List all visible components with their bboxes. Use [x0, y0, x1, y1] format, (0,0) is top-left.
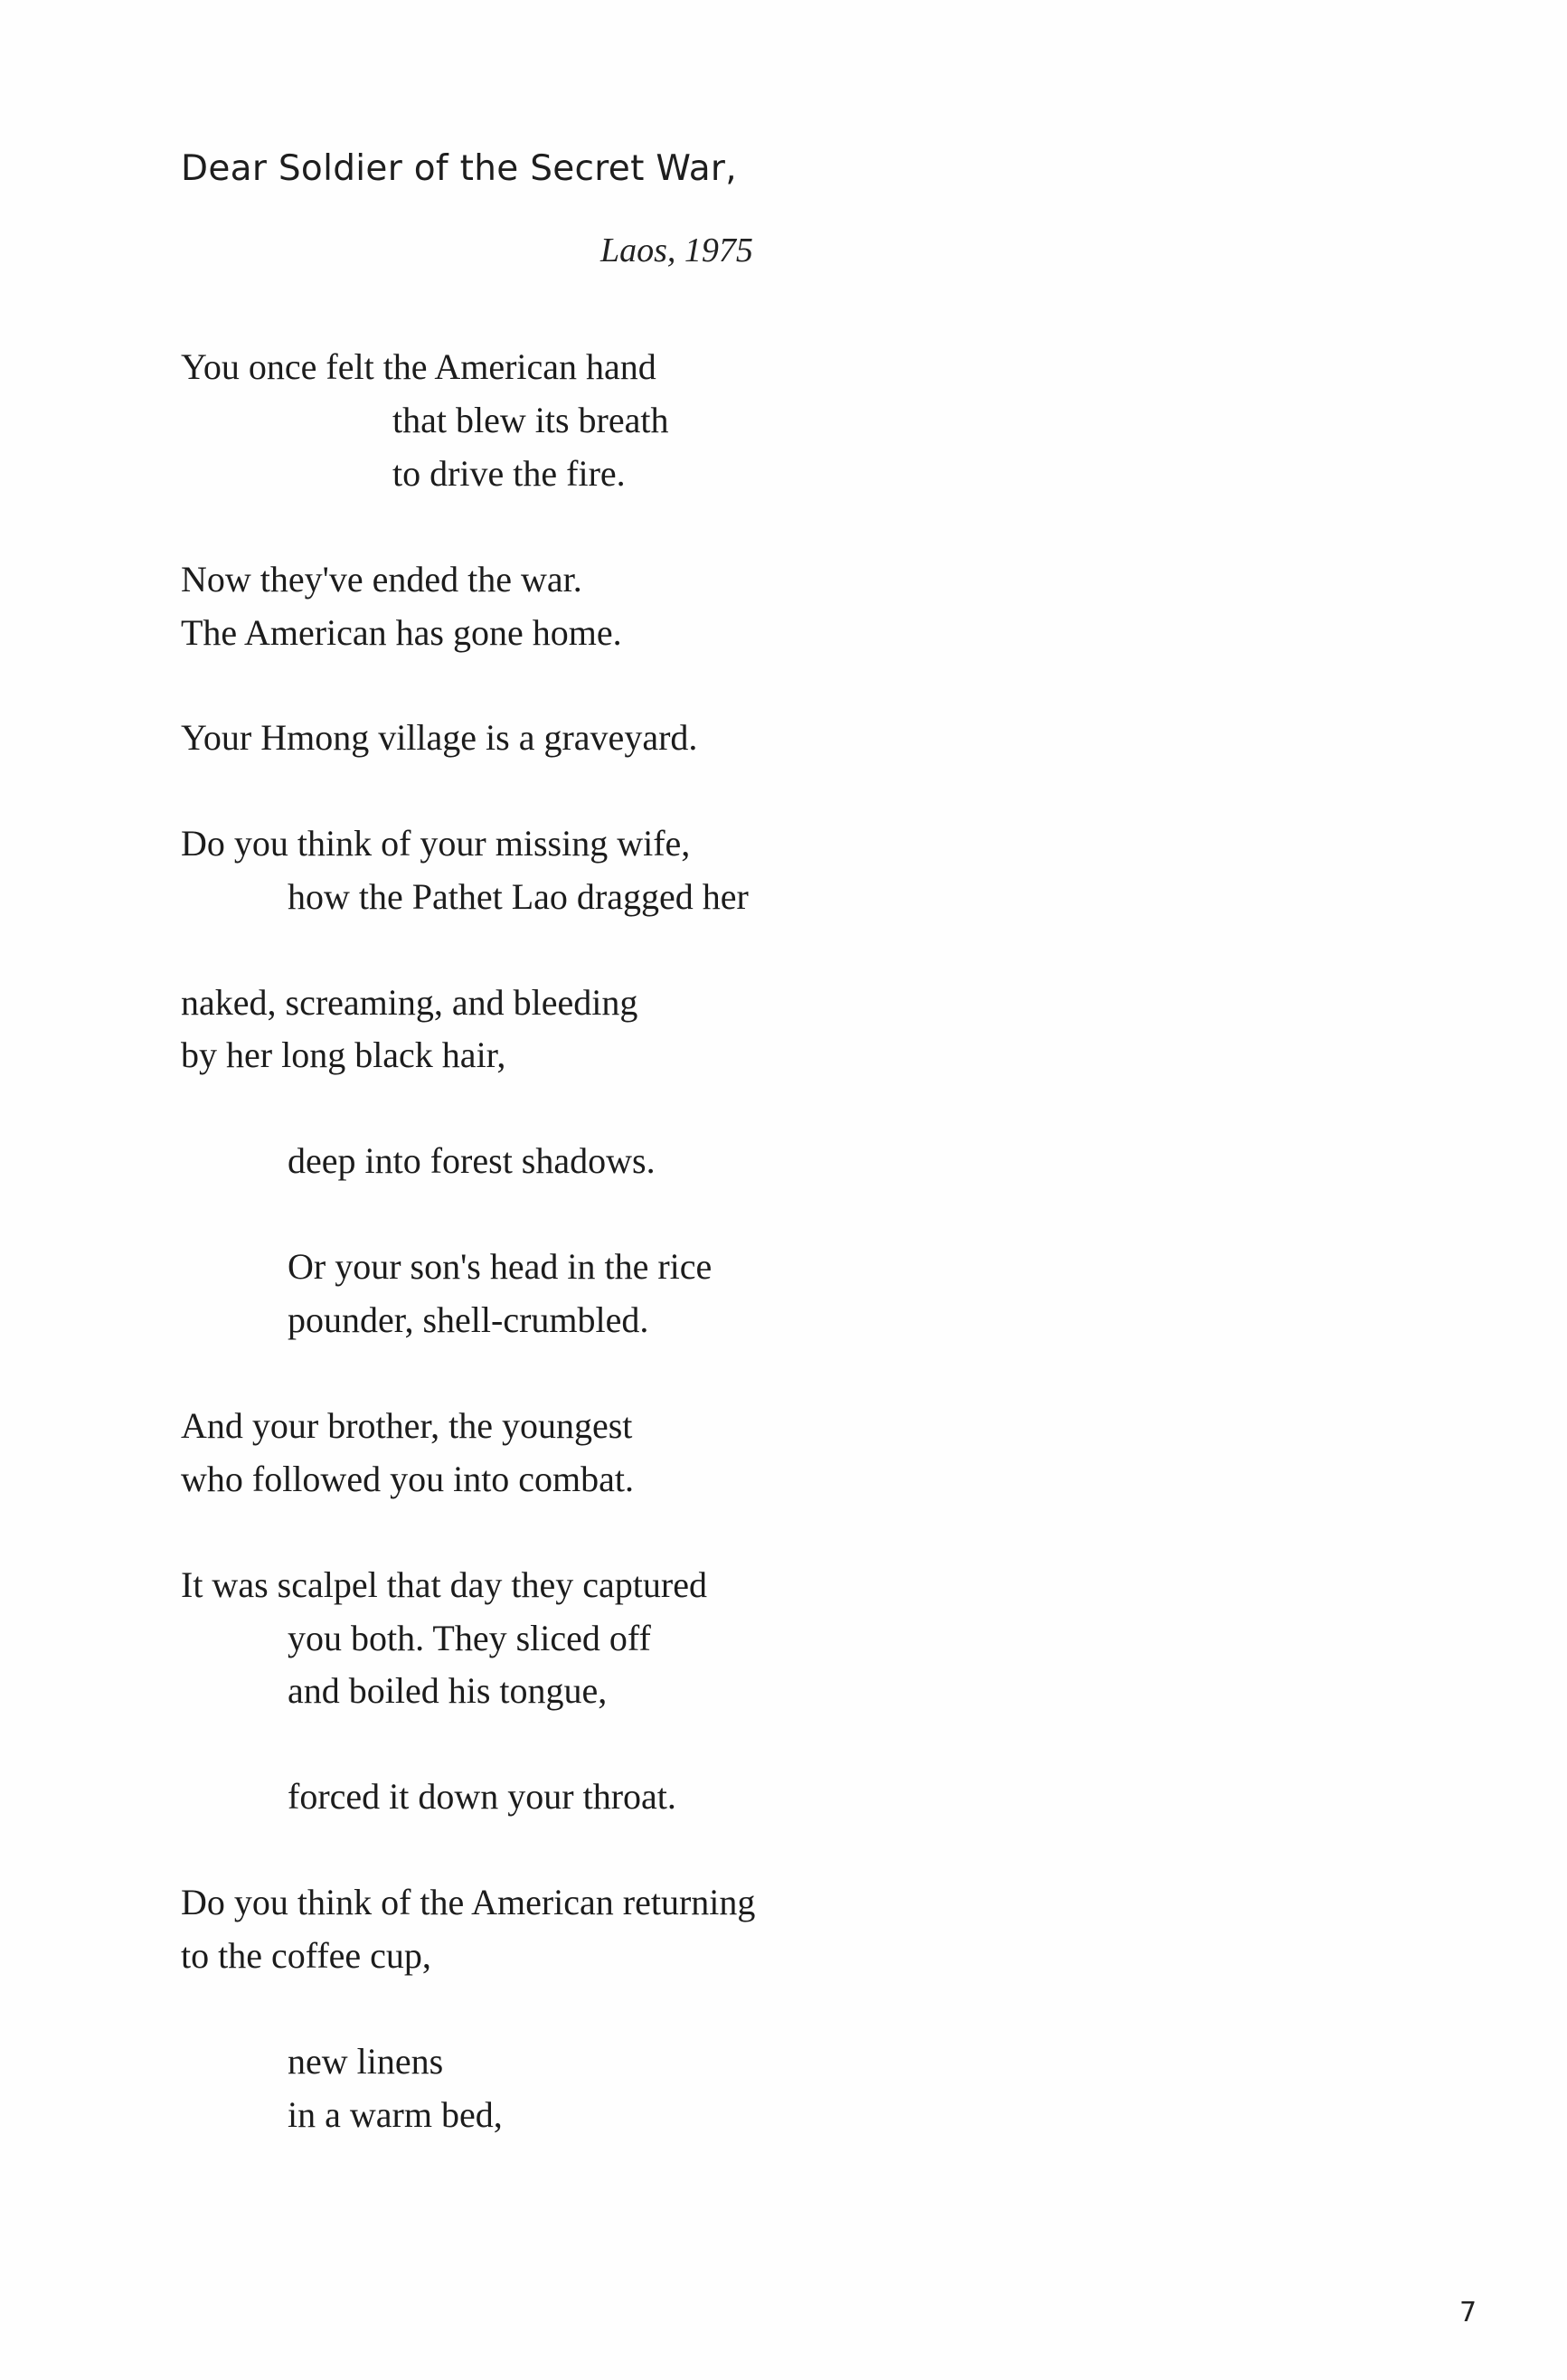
- poem-line: Or your son's head in the rice: [288, 1246, 713, 1287]
- poem-line: You once felt the American hand: [181, 346, 656, 387]
- poem-line: new linens: [288, 2041, 444, 2082]
- poem-dateline: Laos, 1975: [600, 231, 753, 269]
- poem-line: Do you think of your missing wife,: [181, 823, 691, 864]
- page-number: 7: [1459, 2297, 1477, 2328]
- poem-title: Dear Soldier of the Secret War,: [181, 148, 737, 189]
- poem-line: deep into forest shadows.: [288, 1140, 656, 1181]
- poem-line: that blew its breath: [392, 400, 669, 440]
- poem-line: And your brother, the youngest: [181, 1405, 633, 1446]
- poem-line: and boiled his tongue,: [288, 1670, 608, 1711]
- poem-line: Now they've ended the war.: [181, 559, 582, 600]
- poem-line: Do you think of the American returning: [181, 1882, 756, 1922]
- poem-line: to drive the fire.: [392, 453, 626, 494]
- poem-line: by her long black hair,: [181, 1034, 506, 1075]
- poem-line: you both. They sliced off: [288, 1618, 651, 1658]
- poem-line: Your Hmong village is a graveyard.: [181, 717, 698, 758]
- poem-line: who followed you into combat.: [181, 1459, 635, 1499]
- poem-line: pounder, shell-crumbled.: [288, 1299, 649, 1340]
- poem-line: The American has gone home.: [181, 612, 622, 653]
- poem-line: in a warm bed,: [288, 2094, 503, 2135]
- poem-line: naked, screaming, and bleeding: [181, 982, 638, 1023]
- poem-line: to the coffee cup,: [181, 1935, 431, 1976]
- poem-line: It was scalpel that day they captured: [181, 1564, 707, 1605]
- poem-line: forced it down your throat.: [288, 1776, 676, 1817]
- poem-line: how the Pathet Lao dragged her: [288, 876, 749, 917]
